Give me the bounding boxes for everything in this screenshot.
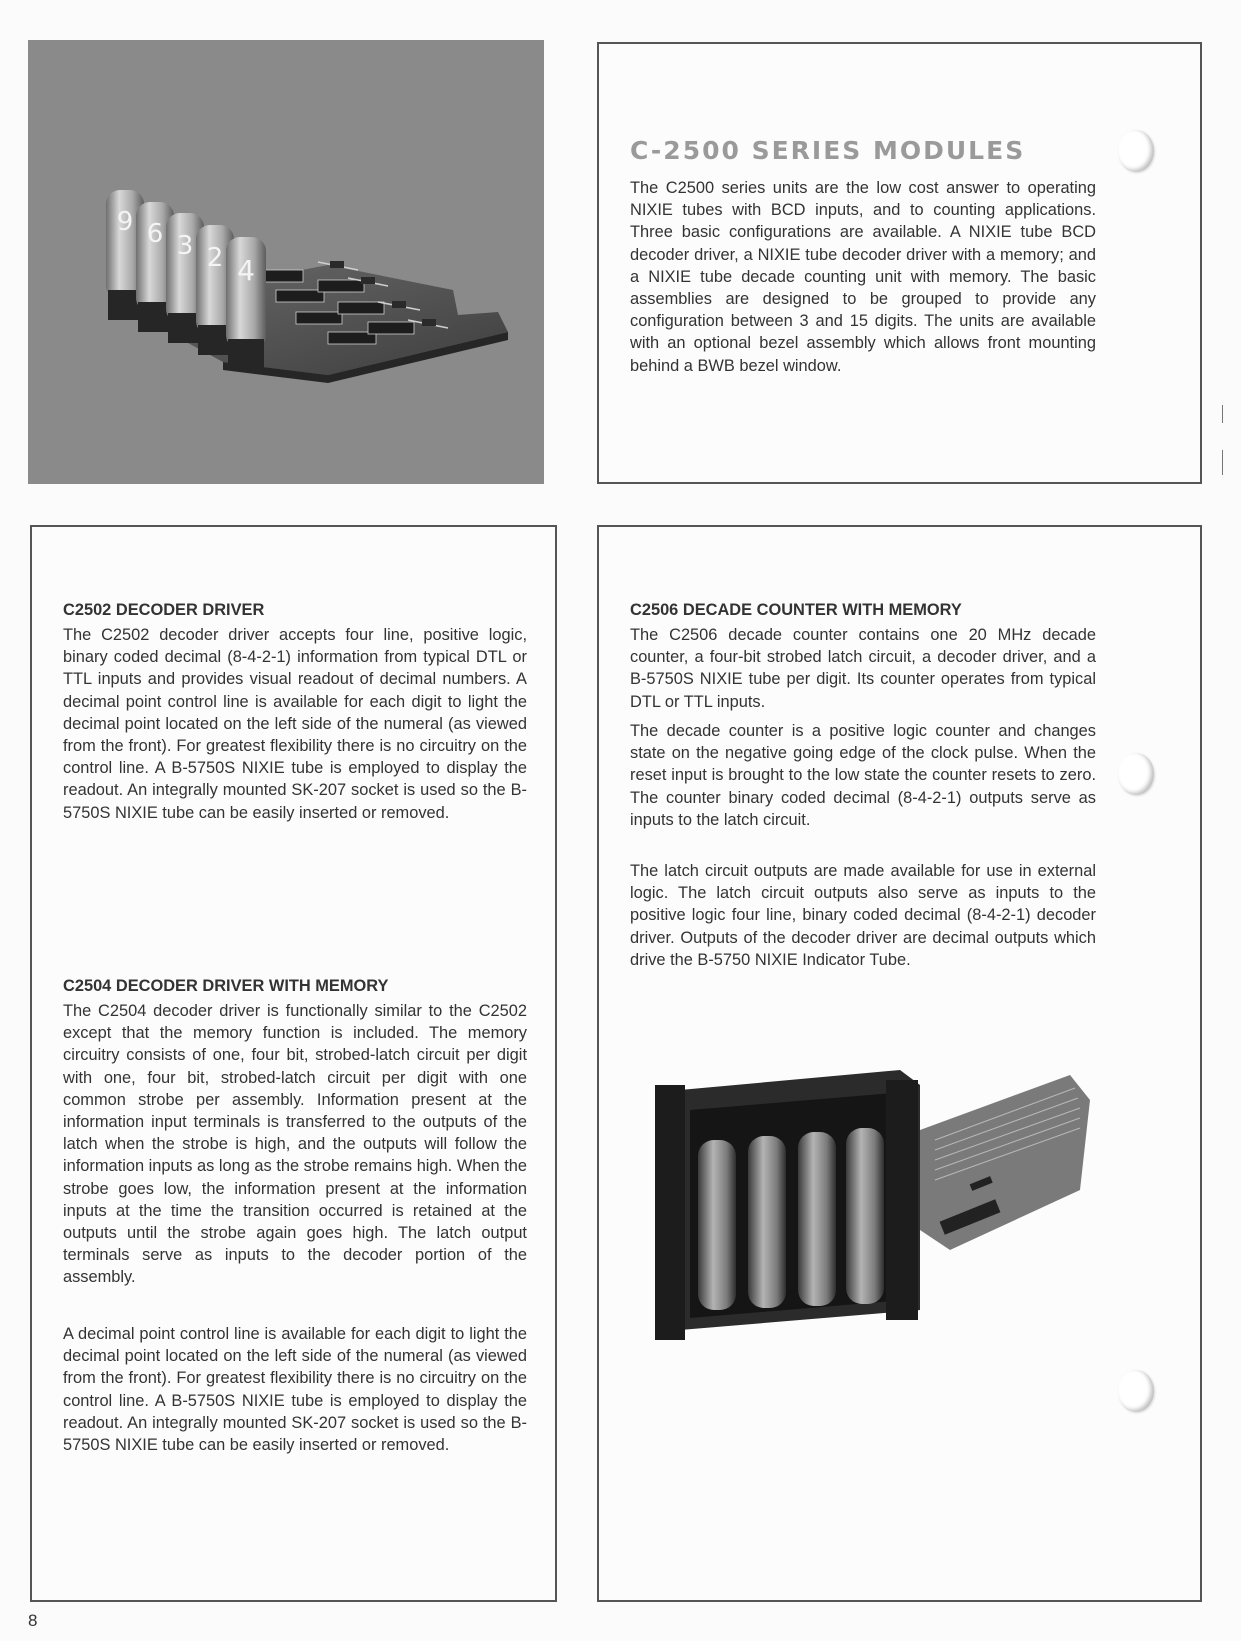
- nixie-tube: [798, 1132, 836, 1306]
- nixie-tube: [698, 1140, 736, 1310]
- c2506-paragraph-1: The C2506 decade counter contains one 20 MHz decade counter, a four-bit strobed latch circuit, a decoder driver, and a B-5750S NIXIE tube per digit. Its counter operates from typical DTL or TTL inputs.: [630, 626, 1096, 711]
- ic-chip: [368, 322, 414, 334]
- binder-hole: [1118, 1370, 1154, 1412]
- nixie-tube: [748, 1136, 786, 1308]
- c2506-heading: C2506 DECADE COUNTER WITH MEMORY: [630, 601, 962, 619]
- intro-paragraph: The C2500 series units are the low cost answer to operating NIXIE tubes with BCD inputs, and to counting applications. Three basic configurations are available. A NIXIE tube BCD decoder driver, a NIXIE tube decoder driver with a memory; and a NIXIE tube decade counting unit with memory. The basic assemblies are designed to be grouped to provide any configuration between 3 and 15 digits. The units are available with an optional bezel assembly which allows front mounting behind a BWB bezel window.: [630, 179, 1096, 375]
- scan-mark: [1222, 405, 1223, 423]
- nixie-board-illustration: [28, 40, 544, 484]
- tube-digit: 3: [176, 231, 194, 261]
- nixie-tube: [226, 237, 266, 369]
- tube-digit: 4: [237, 254, 255, 287]
- tube-digit: 9: [116, 207, 134, 237]
- c2504-paragraph-2: A decimal point control line is available for each digit to light the decimal point located on the left side of the numeral (as viewed from the front). For greatest flexibility there is no circuitry on the control line. A B-5750S NIXIE tube is employed to display the readout. An integrally mounted SK-207 socket is used so the B-5750S NIXIE tube can be easily inserted or removed.: [63, 1325, 527, 1455]
- ic-chip: [276, 290, 324, 302]
- bezel-module-photo: [650, 1060, 1100, 1350]
- c2506-paragraph-2: The decade counter is a positive logic counter and changes state on the negative going edge of the clock pulse. When the reset input is brought to the low state the counter resets to zero. The counter binary coded decimal (8-4-2-1) outputs serve as inputs to the latch circuit.: [630, 722, 1096, 829]
- tube-digit: 2: [206, 243, 224, 273]
- resistor: [330, 261, 344, 268]
- ic-chip: [263, 270, 303, 282]
- resistor: [422, 319, 436, 326]
- binder-hole: [1118, 753, 1154, 795]
- ic-chip: [318, 280, 364, 292]
- ic-chip: [296, 312, 342, 324]
- tube-digit: 6: [146, 219, 164, 249]
- c2506-paragraph-3: The latch circuit outputs are made available for use in external logic. The latch circuit outputs also serve as inputs to the positive logic four line, binary coded decimal (8-4-2-1) decoder driver. Outputs of the decoder driver are decimal outputs which drive the B-5750 NIXIE Indicator Tube.: [630, 862, 1096, 969]
- c2504-heading: C2504 DECODER DRIVER WITH MEMORY: [63, 977, 389, 995]
- resistor: [361, 277, 375, 284]
- binder-hole: [1118, 130, 1154, 172]
- page-number: 8: [28, 1611, 38, 1630]
- page-title: C-2500 SERIES MODULES: [630, 136, 1026, 165]
- scan-mark: [1222, 450, 1223, 475]
- c2502-heading: C2502 DECODER DRIVER: [63, 601, 265, 619]
- bezel-module-illustration: [650, 1060, 1100, 1350]
- nixie-board-photo: [28, 40, 544, 484]
- nixie-tube: [846, 1128, 884, 1304]
- resistor: [392, 301, 406, 308]
- c2504-paragraph-1: The C2504 decoder driver is functionally similar to the C2502 except that the memory function is included. The memory circuitry consists of one, four bit, strobed-latch circuit per digit with one, four bit, strobed-latch circuit per digit with one common strobe per assembly. Information present at the information input terminals is transferred to the outputs of the latch when the strobe is high, and the outputs will follow the information inputs as long as the strobe remains high. When the strobe goes low, the information present at the information inputs at the time the transition occurred is retained at the outputs until the strobe again goes high. The latch output terminals serve as inputs to the decoder portion of the assembly.: [63, 1002, 527, 1287]
- ic-chip: [338, 302, 384, 314]
- c2502-paragraph: The C2502 decoder driver accepts four line, positive logic, binary coded decimal (8-4-2-1) information from typical DTL or TTL inputs and provides visual readout of decimal numbers. A decimal point control line is available for each digit to light the decimal point located on the left side of the numeral (as viewed from the front). For greatest flexibility there is no circuitry on the control line. A B-5750S NIXIE tube is employed to display the readout. An integrally mounted SK-207 socket is used so the B-5750S NIXIE tube can be easily inserted or removed.: [63, 626, 527, 822]
